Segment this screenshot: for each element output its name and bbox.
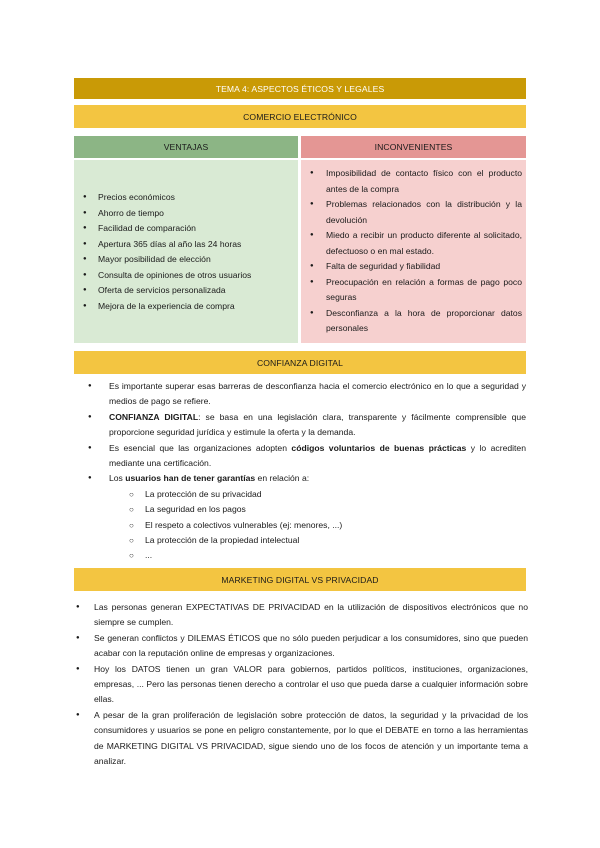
bold-term: CONFIANZA DIGITAL [109,411,199,422]
list-item: ● Las personas generan EXPECTATIVAS DE PRIVACIDAD en la utilización de dispositivos electrónicos que no siempre se cumplen. [76,600,528,631]
list-item: ● Oferta de servicios personalizada [74,283,298,299]
paragraph-text: en relación a: [255,473,310,484]
list-item [74,471,526,563]
bold-term: usuarios han de tener garantías [125,473,256,484]
list-item: ● Falta de seguridad y fiabilidad [301,259,522,275]
paragraph-text: Los [109,473,126,484]
list-item: ● Apertura 365 días al año las 24 horas [74,237,298,253]
paragraph-text: : se basa en una legislación clara, transparente y fácilmente comprensible que proporcione seguridad jurídica y estimule la oferta y la demanda. [109,411,526,438]
guarantees-list [109,487,526,564]
list-item [74,441,526,472]
list-item: ○ La protección de la propiedad intelectual [109,533,526,548]
paragraph-text: y lo acrediten mediante una certificación. [109,442,526,469]
list-item: ○ El respeto a colectivos vulnerables (ej: menores, ...) [109,518,526,533]
page-title: TEMA 4: ASPECTOS ÉTICOS Y LEGALES [74,78,526,99]
paragraph-text: Es importante superar esas barreras de desconfianza hacia el comercio electrónico en lo que a seguridad y medios de pago se refiere. [109,381,526,407]
list-item: ● Mejora de la experiencia de compra [74,299,298,315]
list-item: ● Miedo a recibir un producto diferente al solicitado, defectuoso o en mal estado. [301,228,522,259]
bold-term: códigos voluntarios de buenas prácticas [291,442,467,453]
list-item: ● Consulta de opiniones de otros usuarios [74,268,298,284]
disadvantages-panel [301,160,526,343]
list-item: ○ La protección de su privacidad [109,487,526,502]
list-item: ● Desconfianza a la hora de proporcionar datos personales [301,306,522,337]
list-item: ○ La seguridad en los pagos [109,502,526,517]
list-item: ● Imposibilidad de contacto físico con el producto antes de la compra [301,166,522,197]
paragraph-text: Es esencial que las organizaciones adopten [109,442,292,453]
advantages-heading: VENTAJAS [74,136,298,158]
disadvantages-list [301,166,522,337]
trust-list [74,379,526,564]
list-item: ● Ahorro de tiempo [74,206,298,222]
list-item: ● Problemas relacionados con la distribución y la devolución [301,197,522,228]
disadvantages-heading: INCONVENIENTES [301,136,526,158]
list-item: ● Hoy los DATOS tienen un gran VALOR para gobiernos, partidos políticos, instituciones, organizaciones, empresas, ... Pero las personas tienen derecho a controlar el uso que pueda darse a cualquier información sobre ellas. [76,662,528,708]
list-item: ● A pesar de la gran proliferación de legislación sobre protección de datos, la seguridad y la privacidad de los consumidores y usuarios se pone en peligro constantemente, por lo que el DEBATE en torno a las herramientas de MARKETING DIGITAL VS PRIVACIDAD, sigue siendo uno de los focos de atención y un importante tema a analizar. [76,708,528,770]
list-item [74,410,526,441]
advantages-list [74,190,298,314]
list-item: ○ ... [109,548,526,563]
section-heading-marketing: MARKETING DIGITAL VS PRIVACIDAD [74,568,526,591]
section-heading-trust: CONFIANZA DIGITAL [74,351,526,374]
marketing-list [76,600,528,769]
list-item [74,379,526,410]
section-heading-ecommerce: COMERCIO ELECTRÓNICO [74,105,526,128]
list-item: ● Mayor posibilidad de elección [74,252,298,268]
advantages-panel [74,160,298,343]
list-item: ● Preocupación en relación a formas de pago poco seguras [301,275,522,306]
list-item: ● Facilidad de comparación [74,221,298,237]
list-item: ● Precios económicos [74,190,298,206]
list-item: ● Se generan conflictos y DILEMAS ÉTICOS que no sólo pueden perjudicar a los consumidores, sino que pueden acabar con la reputación online de empresas y organizaciones. [76,631,528,662]
